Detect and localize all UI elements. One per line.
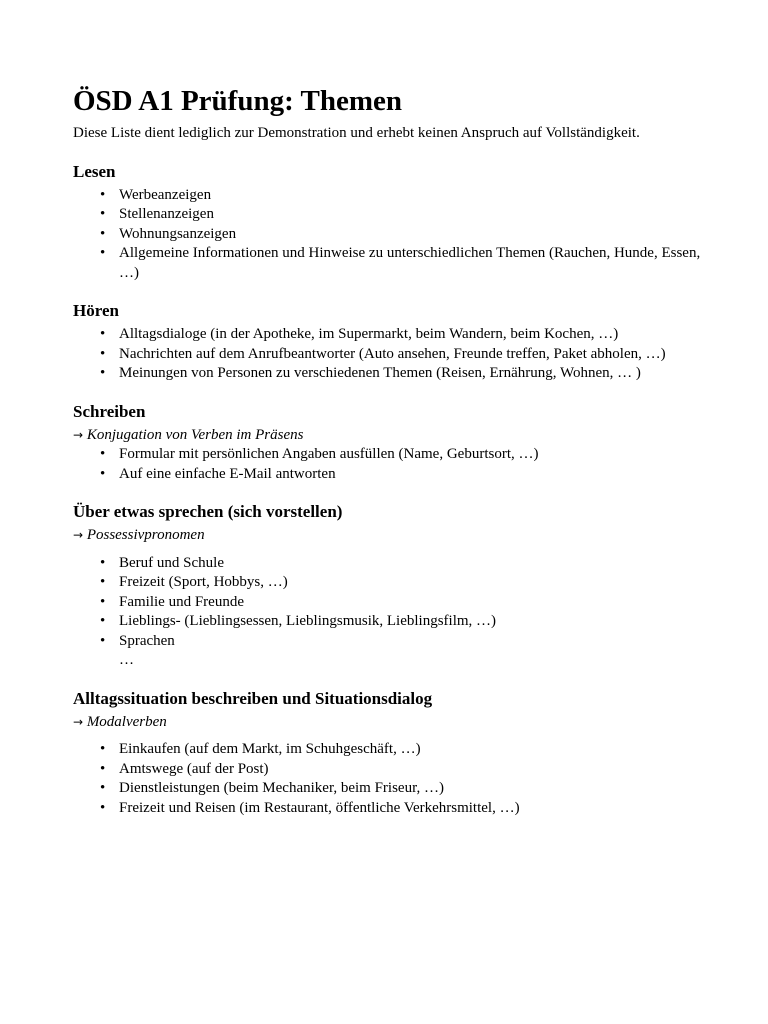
- arrow-icon: →: [73, 714, 84, 729]
- list-item-text: Allgemeine Informationen und Hinweise zu unterschiedlichen Themen (Rauchen, Hunde, Essen, …): [119, 245, 701, 281]
- intro-text: Diese Liste dient lediglich zur Demonstration und erhebt keinen Anspruch auf Vollständigkeit.: [73, 125, 640, 141]
- topic-list: [73, 325, 713, 384]
- list-ellipsis-text: …: [119, 652, 134, 668]
- list-item: [73, 632, 713, 652]
- bullet-icon: •: [100, 780, 106, 796]
- list-item: [73, 205, 713, 225]
- spacer: [73, 732, 713, 740]
- bullet-icon: •: [100, 446, 106, 462]
- grammar-note-text: Possessivpronomen: [86, 527, 205, 543]
- list-item: [73, 325, 713, 345]
- list-item-text: Meinungen von Personen zu verschiedenen Themen (Reisen, Ernährung, Wohnen, … ): [119, 365, 641, 381]
- list-item: [73, 573, 713, 593]
- grammar-note-text: Konjugation von Verben im Präsens: [86, 426, 304, 443]
- list-item: [73, 779, 713, 799]
- list-item: [73, 799, 713, 819]
- topic-list: [73, 740, 713, 818]
- list-item-text: Nachrichten auf dem Anrufbeantworter (Auto ansehen, Freunde treffen, Paket abholen, …): [119, 345, 666, 362]
- document-page: [73, 82, 713, 818]
- section-sprechen: [73, 500, 713, 671]
- list-item-text: Freizeit und Reisen (im Restaurant, öffentliche Verkehrsmittel, …): [119, 799, 520, 816]
- list-item-text: Familie und Freunde: [119, 593, 244, 610]
- list-item: [73, 465, 713, 485]
- list-item: [73, 612, 713, 632]
- list-item: [73, 760, 713, 780]
- bullet-icon: •: [100, 206, 106, 222]
- list-item: [73, 593, 713, 613]
- section-schreiben: [73, 400, 713, 485]
- list-item: [73, 740, 713, 760]
- bullet-icon: •: [100, 326, 106, 342]
- section-heading: Schreiben: [73, 401, 146, 421]
- bullet-icon: •: [100, 632, 106, 649]
- list-item-text: Formular mit persönlichen Angaben ausfüllen (Name, Geburtsort, …): [119, 446, 539, 462]
- list-item-text: Stellenanzeigen: [119, 206, 214, 222]
- section-heading: Hören: [73, 301, 119, 320]
- arrow-icon: →: [73, 528, 84, 542]
- topic-list: [73, 186, 713, 284]
- list-item: [73, 225, 713, 245]
- bullet-icon: •: [100, 465, 106, 482]
- spacer: [73, 546, 713, 554]
- bullet-icon: •: [100, 365, 106, 381]
- list-item: [73, 364, 713, 384]
- list-item-text: Sprachen: [119, 632, 175, 649]
- bullet-icon: •: [100, 186, 106, 203]
- list-item-text: Lieblings- (Lieblingsessen, Lieblingsmusik, Lieblingsfilm, …): [119, 613, 497, 629]
- bullet-icon: •: [100, 799, 106, 816]
- grammar-note: [73, 426, 713, 446]
- section-alltagssituation: [73, 687, 713, 819]
- bullet-icon: •: [100, 245, 106, 261]
- list-item: [73, 244, 713, 283]
- list-ellipsis: [73, 651, 713, 671]
- list-item-text: Werbeanzeigen: [119, 186, 212, 203]
- bullet-icon: •: [100, 613, 106, 629]
- bullet-icon: •: [100, 593, 106, 610]
- list-item: [73, 186, 713, 206]
- bullet-icon: •: [100, 345, 106, 362]
- bullet-icon: •: [100, 574, 106, 590]
- topic-list: [73, 554, 713, 671]
- page-title: ÖSD A1 Prüfung: Themen: [73, 85, 402, 117]
- section-heading: Alltagssituation beschreiben und Situationsdialog: [73, 688, 433, 708]
- grammar-note: [73, 713, 713, 733]
- grammar-note-text: Modalverben: [86, 713, 167, 730]
- list-item: [73, 554, 713, 574]
- list-item: [73, 345, 713, 365]
- section-hoeren: [73, 299, 713, 384]
- list-item-text: Auf eine einfache E-Mail antworten: [119, 465, 336, 482]
- section-lesen: [73, 160, 713, 284]
- list-item-text: Beruf und Schule: [119, 554, 224, 571]
- list-item-text: Freizeit (Sport, Hobbys, …): [119, 574, 288, 590]
- topic-list: [73, 445, 713, 484]
- list-item-text: Alltagsdialoge (in der Apotheke, im Supermarkt, beim Wandern, beim Kochen, …): [119, 326, 619, 342]
- list-item-text: Amtswege (auf der Post): [119, 760, 269, 777]
- list-item: [73, 445, 713, 465]
- list-item-text: Dienstleistungen (beim Mechaniker, beim Friseur, …): [119, 780, 444, 796]
- arrow-icon: →: [73, 427, 84, 442]
- grammar-note: [73, 526, 713, 546]
- list-item-text: Wohnungsanzeigen: [119, 225, 237, 242]
- bullet-icon: •: [100, 760, 106, 777]
- bullet-icon: •: [100, 741, 106, 757]
- bullet-icon: •: [100, 554, 106, 571]
- section-heading: Über etwas sprechen (sich vorstellen): [73, 502, 343, 521]
- list-item-text: Einkaufen (auf dem Markt, im Schuhgeschäft, …): [119, 741, 421, 757]
- bullet-icon: •: [100, 225, 106, 242]
- section-heading: Lesen: [73, 161, 116, 181]
